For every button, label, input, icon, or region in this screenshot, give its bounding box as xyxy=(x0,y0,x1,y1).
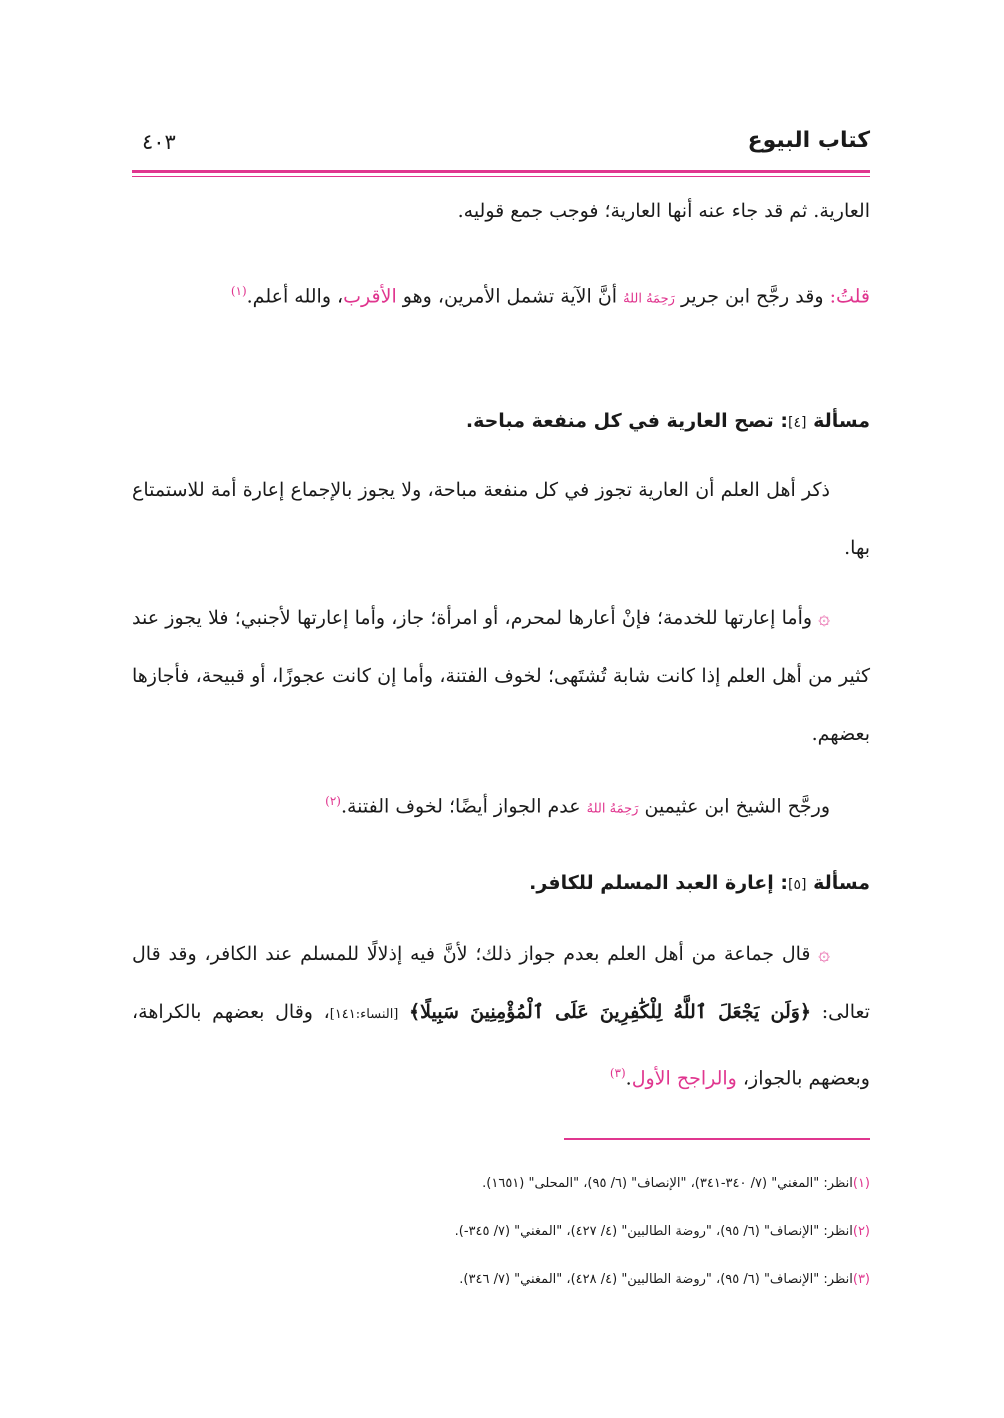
qultu-label: قلتُ: xyxy=(829,285,870,308)
preferred-opinion: والراجح الأول xyxy=(631,1067,737,1090)
book-page xyxy=(132,0,870,1418)
honorific-mark: رَحِمَهُ اللهُ xyxy=(586,801,639,817)
issue-heading-5: مسألة [٥]: إعارة العبد المسلم للكافر. xyxy=(529,872,870,894)
flower-ornament-icon: ۞ xyxy=(818,941,830,965)
paragraph-muslim-slave: ۞ قال جماعة من أهل العلم بعدم جواز ذلك؛ لأنَّ فيه إذلالًا للمسلم عند الكافر، وقد قال تعالى: ﴿وَلَن يَجْعَلَ ٱللَّهُ لِلْكَٰفِرِينَ عَلَى ٱلْمُؤْمِنِينَ سَبِيلًا﴾ [النساء:١٤١]، وقال بعضهم بالكراهة، وبعضهم بالجواز، والراجح الأول.$^{(٣)}$ xyxy=(132,941,870,1090)
footnote-separator xyxy=(564,1138,870,1140)
paragraph-uthaymin: ورجَّح الشيخ ابن عثيمين رَحِمَهُ اللهُ عدم الجواز أيضًا؛ لخوف الفتنة.$^{(٢)}$ xyxy=(325,794,830,818)
flower-ornament-icon: ۞ xyxy=(818,605,831,629)
verse-reference: [النساء:١٤١] xyxy=(329,1007,399,1022)
running-header xyxy=(132,128,870,164)
chapter-title: كتاب البيوع xyxy=(747,128,870,153)
honorific-mark: رَحِمَهُ اللهُ xyxy=(623,291,675,307)
paragraph-continuation: العارية. ثم قد جاء عنه أنها العارية؛ فوجب جمع قوليه. xyxy=(457,200,870,222)
preferred-opinion: الأقرب xyxy=(343,285,397,308)
quran-verse: ﴿وَلَن يَجْعَلَ ٱللَّهُ لِلْكَٰفِرِينَ عَلَى ٱلْمُؤْمِنِينَ سَبِيلًا﴾ xyxy=(409,1001,812,1023)
footnote-ref-2[interactable]: (٢) xyxy=(325,794,341,808)
header-rule-thin xyxy=(132,176,870,177)
paragraph-qultu: قلتُ: وقد رجَّح ابن جرير رَحِمَهُ اللهُ أنَّ الآية تشمل الأمرين، وهو الأقرب، والله أعلم.$^{(١)}$ xyxy=(230,284,870,308)
paragraph-service-loan: ۞ وأما إعارتها للخدمة؛ فإنْ أعارها لمحرم، أو امرأة؛ جاز، وأما إعارتها لأجنبي؛ فلا يجوز عند كثير من أهل العلم إذا كانت شابة تُشتَهى؛ لخوف الفتنة، وأما إن كانت عجوزًا، أو قبيحة، فأجازها بعضهم. xyxy=(132,605,870,745)
footnote-3: (٣)انظر: "الإنصاف" (٦/ ٩٥)، "روضة الطالبين" (٤/ ٤٢٨)، "المغني" (٧/ ٣٤٦). xyxy=(459,1272,870,1287)
footnote-ref-3[interactable]: (٣) xyxy=(609,1066,626,1080)
footnote-ref-1[interactable]: (١) xyxy=(230,284,247,298)
issue-heading-4: مسألة [٤]: تصح العارية في كل منفعة مباحة. xyxy=(465,410,870,432)
header-rule-thick xyxy=(132,170,870,173)
page-number: ٤٠٣ xyxy=(142,130,176,154)
footnote-1: (١)انظر: "المغني" (٧/ ٣٤٠-٣٤١)، "الإنصاف" (٦/ ٩٥)، "المحلى" (١٦٥١). xyxy=(482,1176,870,1191)
paragraph-ruling: ذكر أهل العلم أن العارية تجوز في كل منفعة مباحة، ولا يجوز بالإجماع إعارة أمة للاستمتاع بها. xyxy=(132,479,870,559)
footnote-2: (٢)انظر: "الإنصاف" (٦/ ٩٥)، "روضة الطالبين" (٤/ ٤٢٧)، "المغني" (٧/ ٣٤٥-). xyxy=(454,1224,870,1239)
